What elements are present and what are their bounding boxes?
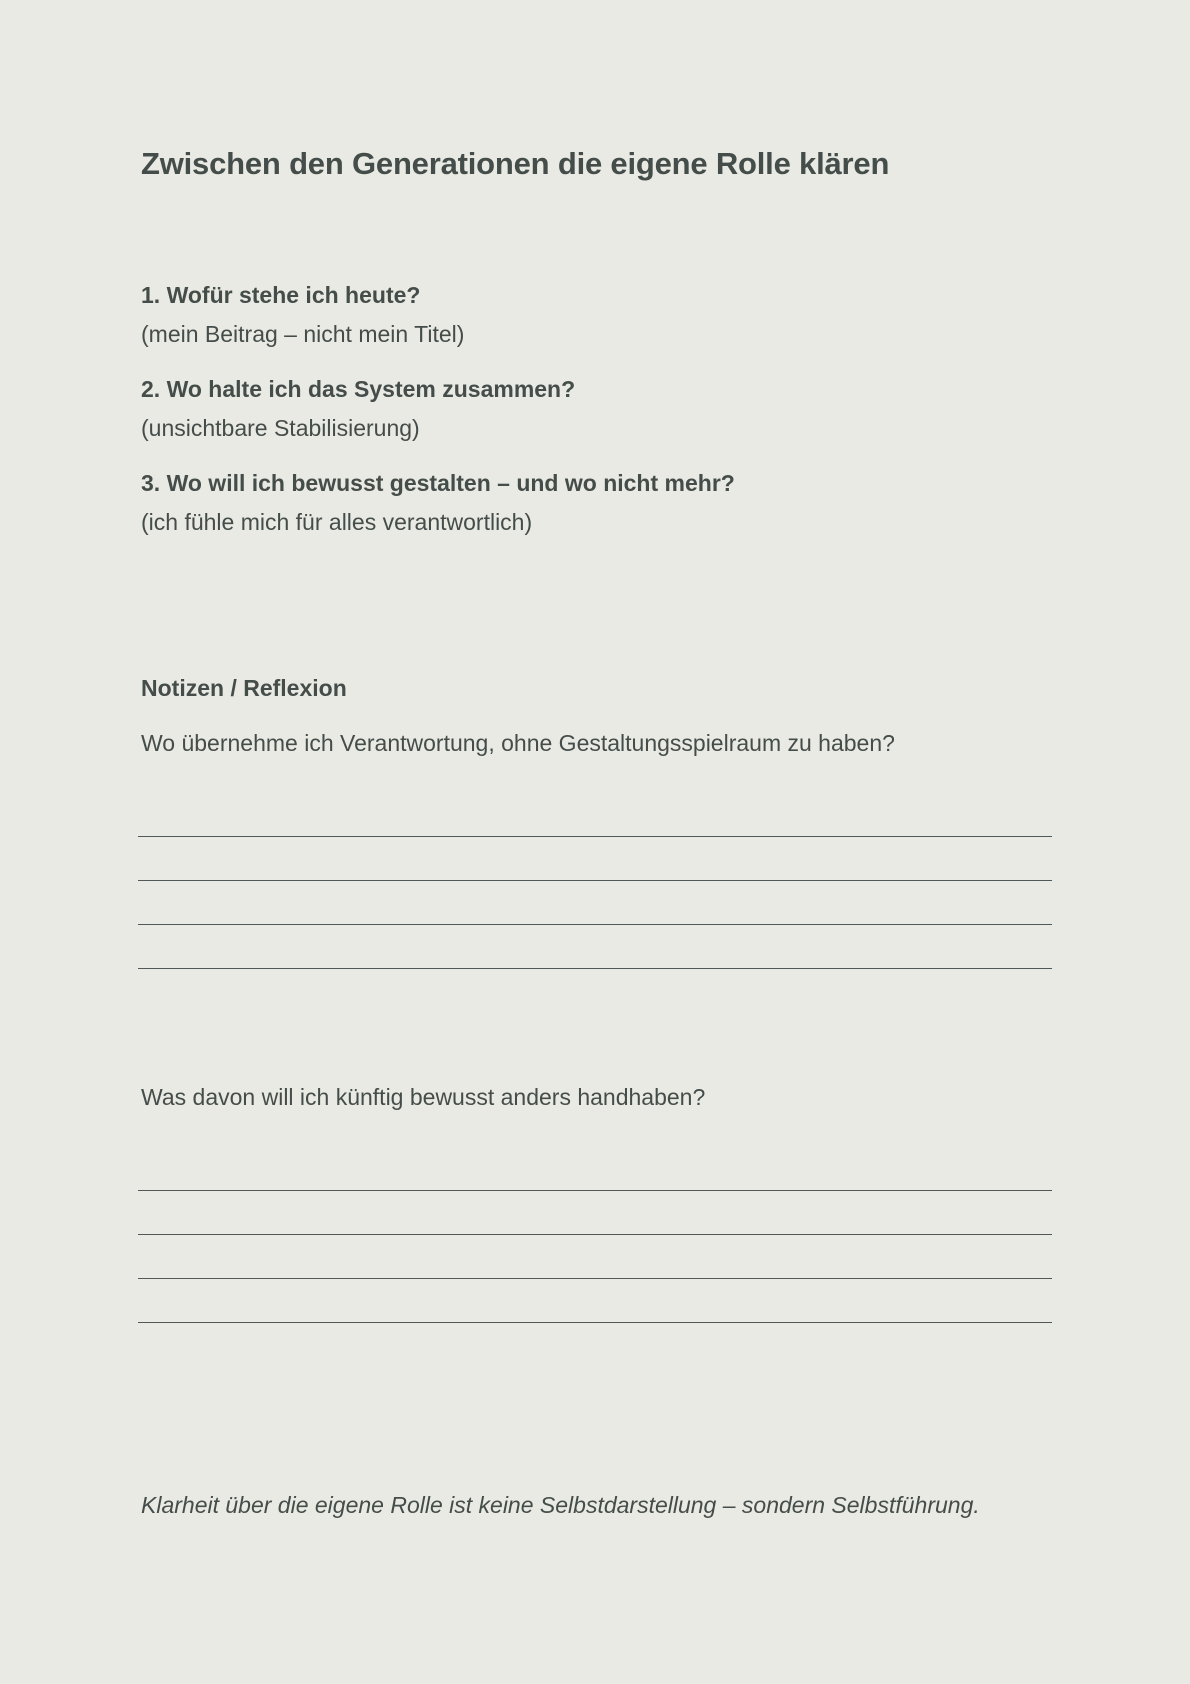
notes-heading: Notizen / Reflexion (141, 675, 347, 701)
writing-line[interactable] (138, 1190, 1052, 1191)
question-1-note: (mein Beitrag – nicht mein Titel) (141, 321, 465, 347)
reflection-prompt-1: Wo übernehme ich Verantwortung, ohne Gestaltungsspielraum zu haben? (141, 730, 895, 756)
question-2-note: (unsichtbare Stabilisierung) (141, 415, 420, 441)
question-1-heading: 1. Wofür stehe ich heute? (141, 282, 421, 308)
question-3-note: (ich fühle mich für alles verantwortlich) (141, 509, 533, 535)
page-title: Zwischen den Generationen die eigene Rolle klären (141, 146, 890, 181)
writing-line[interactable] (138, 1322, 1052, 1323)
writing-line[interactable] (138, 880, 1052, 881)
writing-line[interactable] (138, 968, 1052, 969)
writing-line[interactable] (138, 1278, 1052, 1279)
writing-line[interactable] (138, 836, 1052, 837)
reflection-prompt-2: Was davon will ich künftig bewusst anders handhaben? (141, 1084, 706, 1110)
writing-line[interactable] (138, 924, 1052, 925)
question-2-heading: 2. Wo halte ich das System zusammen? (141, 376, 576, 402)
writing-line[interactable] (138, 1234, 1052, 1235)
closing-quote: Klarheit über die eigene Rolle ist keine Selbstdarstellung – sondern Selbstführung. (141, 1492, 980, 1518)
question-3-heading: 3. Wo will ich bewusst gestalten – und wo nicht mehr? (141, 470, 735, 496)
